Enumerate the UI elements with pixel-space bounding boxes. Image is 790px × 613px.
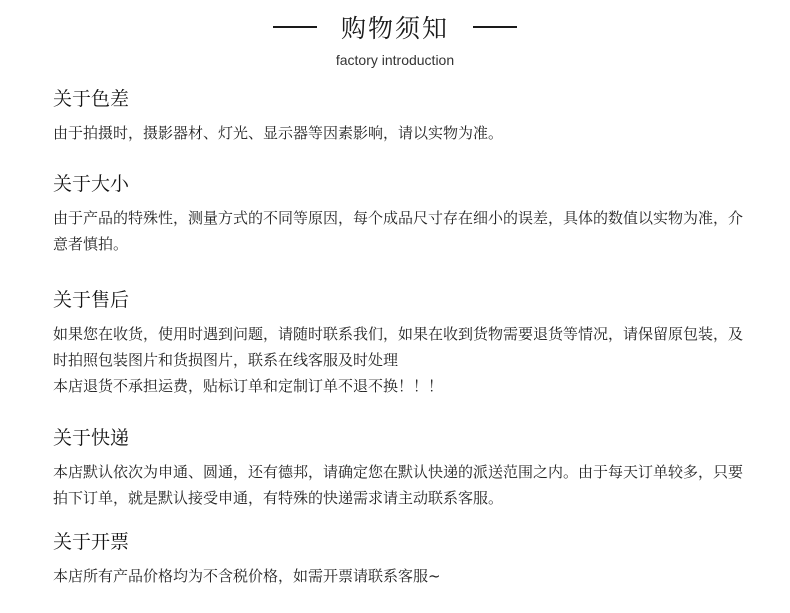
section-heading: 关于售后 <box>53 289 130 311</box>
section-after-sales <box>53 287 753 399</box>
section-text: 由于产品的特殊性，测量方式的不同等原因，每个成品尺寸存在细小的误差，具体的数值以实物为准，介意者慎拍。 <box>53 209 744 253</box>
section-text: 本店所有产品价格均为不含税价格，如需开票请联系客服~ <box>53 567 441 585</box>
section-color-difference <box>53 86 753 146</box>
section-heading: 关于开票 <box>53 531 130 553</box>
section-size <box>53 171 753 257</box>
section-body <box>53 563 753 589</box>
title-right-rule <box>473 26 517 28</box>
section-text: 本店默认依次为申通、圆通，还有德邦，请确定您在默认快递的派送范围之内。由于每天订单较多，只要拍下订单，就是默认接受申通，有特殊的快递需求请主动联系客服。 <box>53 463 744 507</box>
page-subtitle: factory introduction <box>335 52 455 68</box>
section-heading: 关于大小 <box>53 173 130 195</box>
section-text: 由于拍摄时，摄影器材、灯光、显示器等因素影响，请以实物为准。 <box>53 124 504 142</box>
section-text: 本店退货不承担运费，贴标订单和定制订单不退不换！！！ <box>53 377 444 395</box>
section-shipping <box>53 425 753 511</box>
section-body <box>53 120 753 146</box>
section-body <box>53 321 753 399</box>
section-heading: 关于色差 <box>53 88 130 110</box>
page-title: 购物须知 <box>340 14 449 43</box>
section-heading: 关于快递 <box>53 427 130 449</box>
section-invoice <box>53 529 753 589</box>
page-header <box>0 8 790 68</box>
section-text: 如果您在收货，使用时遇到问题，请随时联系我们，如果在收到货物需要退货等情况，请保留原包装，及时拍照包装图片和货损图片，联系在线客服及时处理 <box>53 325 744 369</box>
title-row <box>0 8 790 46</box>
section-body <box>53 205 753 257</box>
title-left-rule <box>273 26 317 28</box>
section-body <box>53 459 753 511</box>
